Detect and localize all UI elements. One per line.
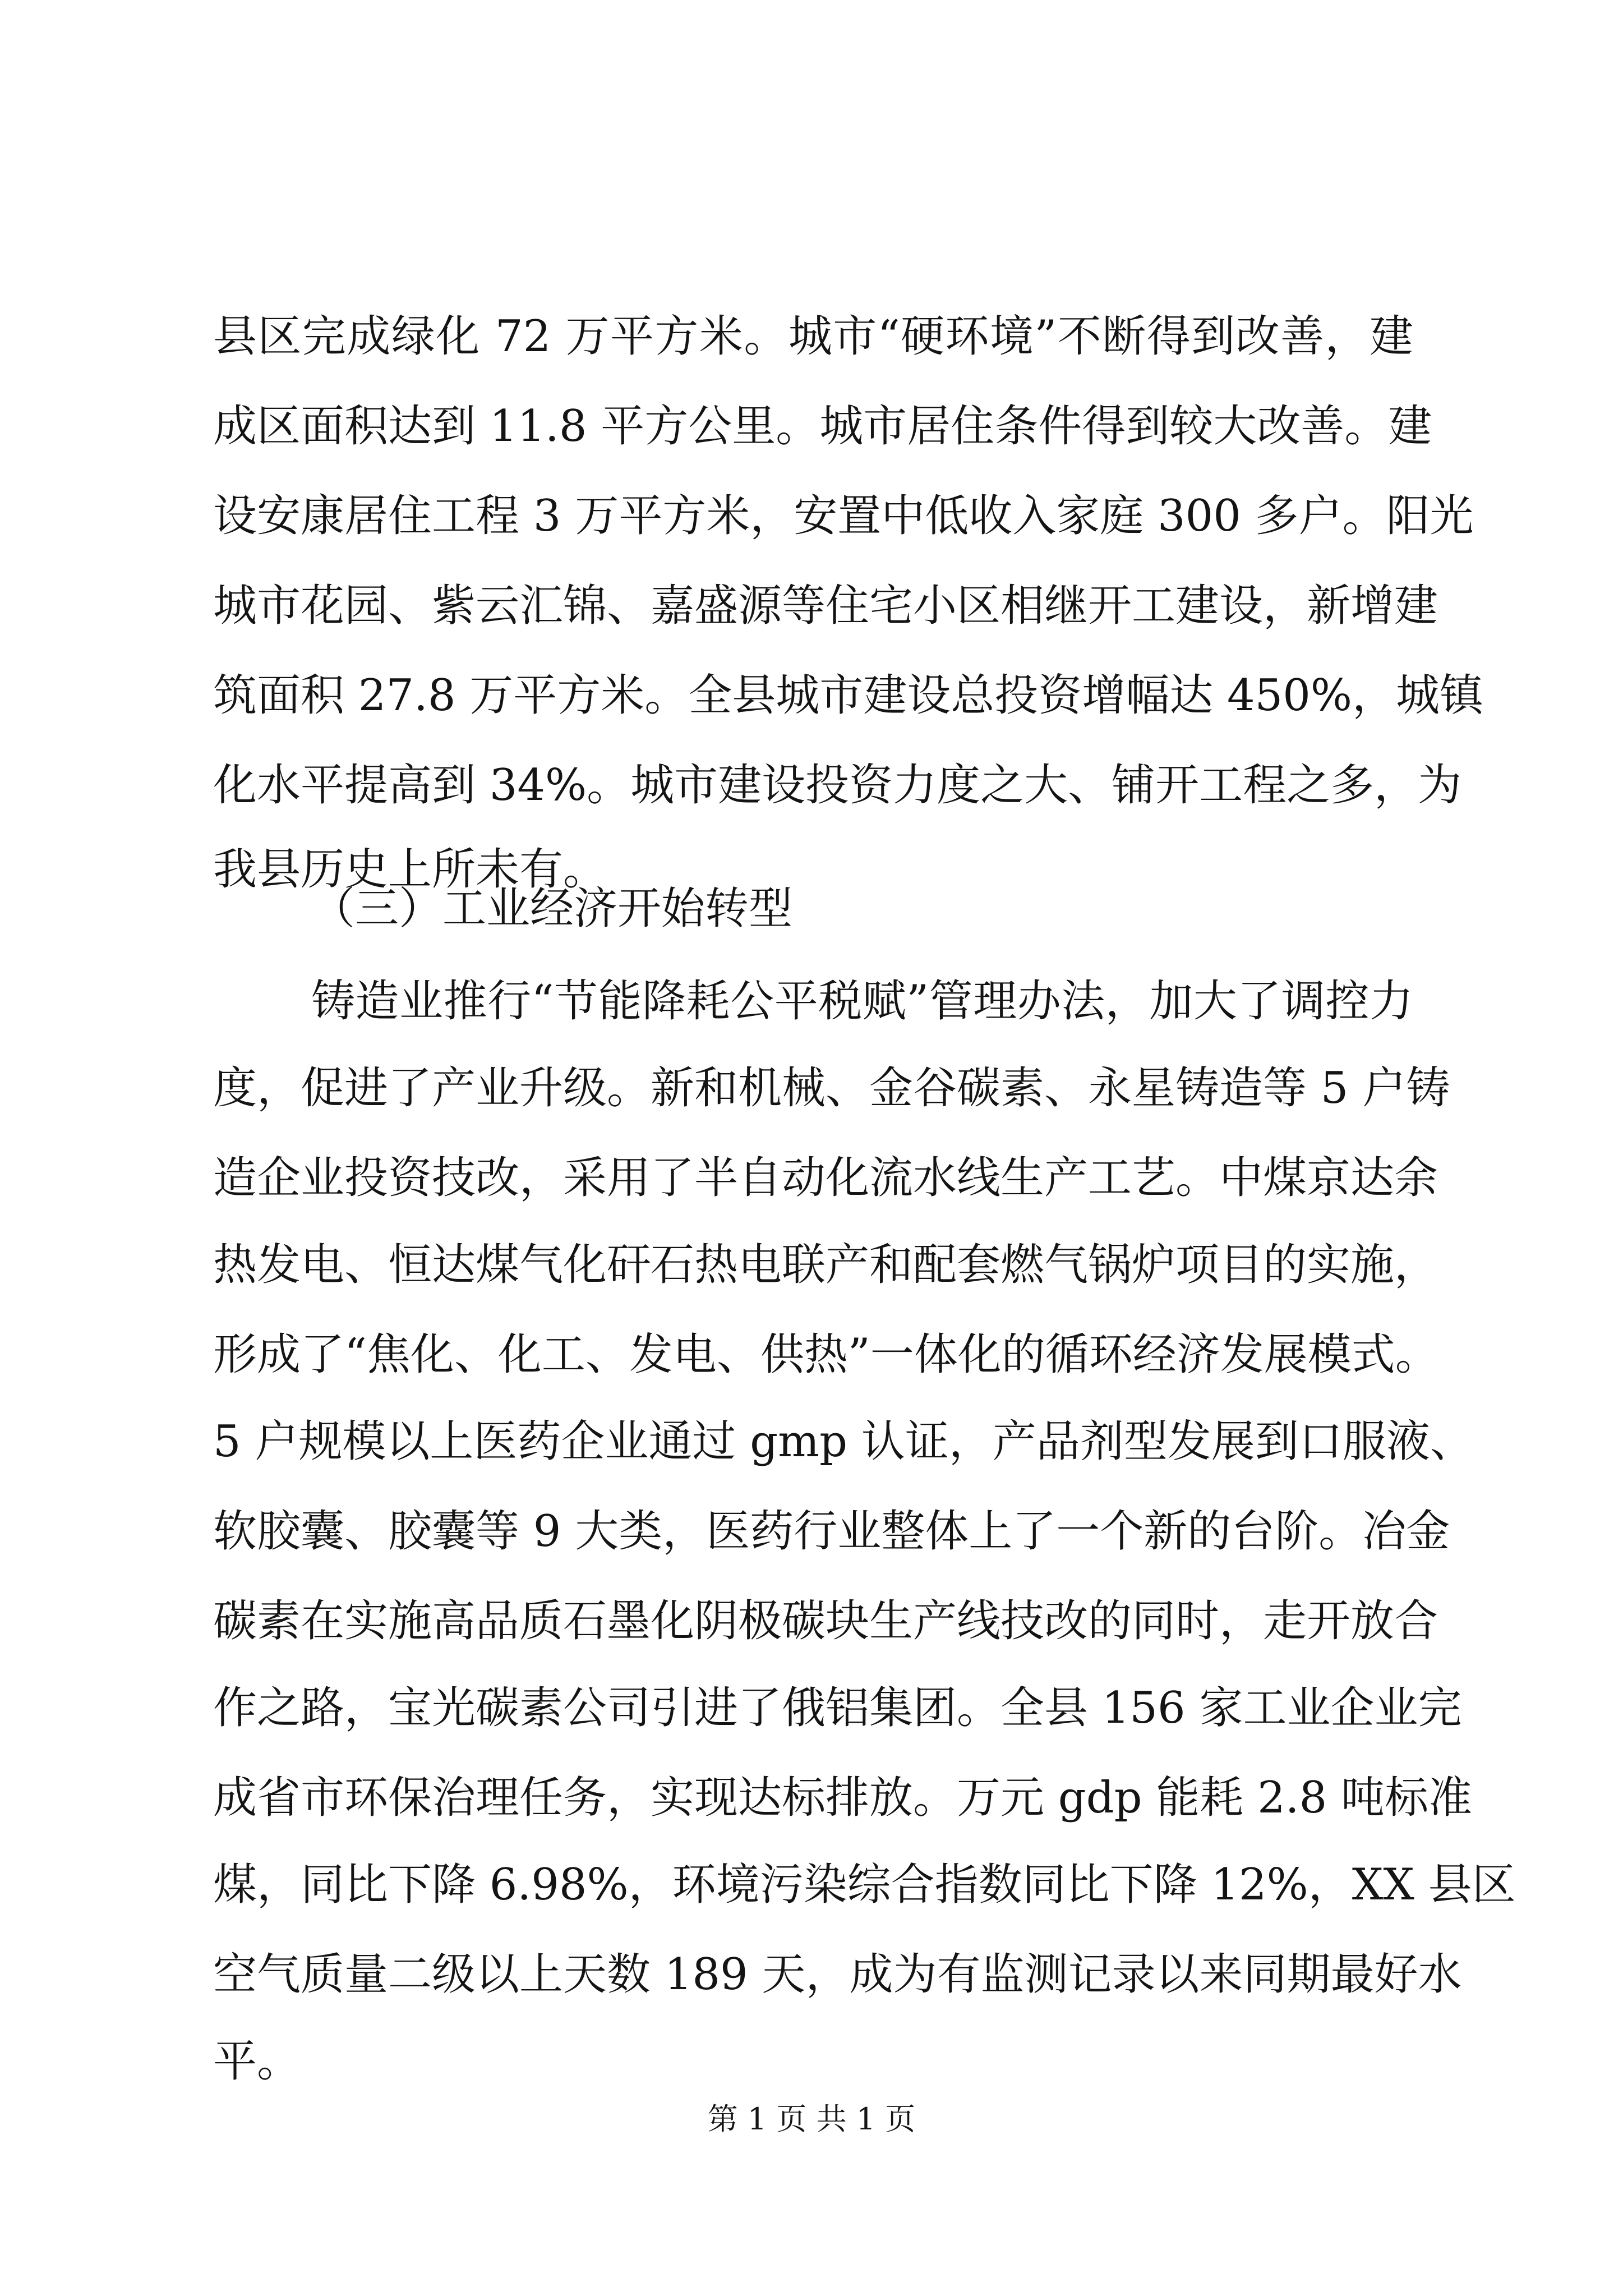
paragraph-line: 空气质量二级以上天数 189 天，成为有监测记录以来同期最好水 [213, 1949, 1462, 2000]
paragraph-line: 造企业投资技改，采用了半自动化流水线生产工艺。中煤京达余 [213, 1153, 1438, 1203]
section-heading: （三）工业经济开始转型 [311, 884, 793, 934]
paragraph-line: 形成了“焦化、化工、发电、供热”一体化的循环经济发展模式。 [213, 1329, 1439, 1380]
paragraph-line: 成省市环保治理任务，实现达标排放。万元 gdp 能耗 2.8 吨标准 [213, 1773, 1473, 1823]
paragraph-line: 铸造业推行“节能降耗公平税赋”管理办法，加大了调控力 [311, 976, 1413, 1027]
paragraph-line: 筑面积 27.8 万平方米。全县城市建设总投资增幅达 450%，城镇 [213, 670, 1484, 721]
paragraph-line: 平。 [213, 2036, 301, 2087]
paragraph-line: 热发电、恒达煤气化矸石热电联产和配套燃气锅炉项目的实施， [213, 1240, 1438, 1290]
paragraph-line: 化水平提高到 34%。城市建设投资力度之大、铺开工程之多，为 [213, 760, 1462, 811]
paragraph-line: 县区完成绿化 72 万平方米。城市“硬环境”不断得到改善，建 [213, 311, 1413, 362]
paragraph-line: 碳素在实施高品质石墨化阴极碳块生产线技改的同时，走开放合 [213, 1596, 1438, 1646]
page-footer: 第 1 页 共 1 页 [707, 2101, 916, 2137]
paragraph-line: 煤，同比下降 6.98%，环境污染综合指数同比下降 12%，XX 县区 [213, 1860, 1516, 1910]
paragraph-line: 我县历史上所未有。 [213, 844, 607, 895]
paragraph-line: 成区面积达到 11.8 平方公里。城市居住条件得到较大改善。建 [213, 401, 1432, 452]
paragraph-line: 度，促进了产业升级。新和机械、金谷碳素、永星铸造等 5 户铸 [213, 1063, 1450, 1114]
paragraph-line: 5 户规模以上医药企业通过 gmp 认证，产品剂型发展到口服液、 [213, 1416, 1474, 1467]
paragraph-line: 软胶囊、胶囊等 9 大类，医药行业整体上了一个新的台阶。冶金 [213, 1506, 1450, 1557]
paragraph-line: 作之路，宝光碳素公司引进了俄铝集团。全县 156 家工业企业完 [213, 1683, 1462, 1733]
paragraph-line: 城市花园、紫云汇锦、嘉盛源等住宅小区相继开工建设，新增建 [213, 581, 1438, 631]
paragraph-line: 设安康居住工程 3 万平方米，安置中低收入家庭 300 多户。阳光 [213, 491, 1474, 541]
